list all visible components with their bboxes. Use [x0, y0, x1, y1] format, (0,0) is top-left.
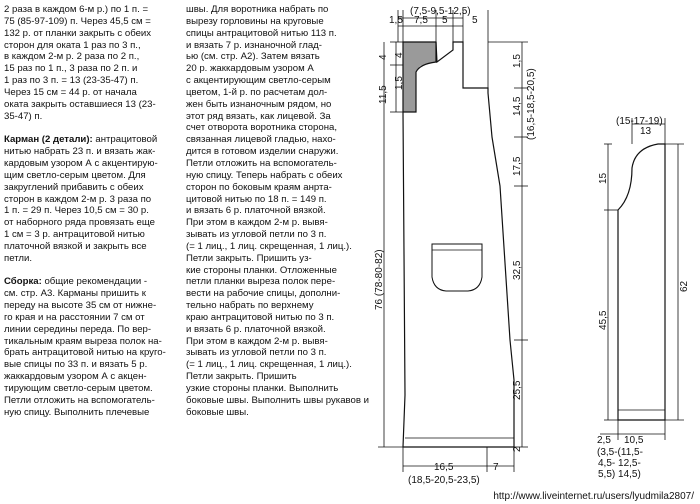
text-line: и вязать 6 р. платочной вязкой.: [186, 205, 326, 217]
dim-label: 13: [640, 126, 652, 137]
dim-label-top-range: (15-17-19): [616, 116, 663, 127]
text-line: с акцентирующим светло-серым: [186, 75, 331, 87]
dim-label: (3,5-(11,5-: [597, 447, 643, 458]
text-line: вые спицы по 33 п. и вязать 5 р.: [4, 359, 148, 371]
text-line: ную спицу. Теперь набрать с обеих: [186, 169, 343, 181]
dim-label: 5: [442, 15, 448, 26]
text-line: в каждом 2-м р. 2 раза по 2 п.,: [4, 51, 140, 63]
dim-label: 62: [679, 280, 690, 292]
dim-label: 16,5: [434, 462, 454, 473]
collar-shading: [403, 42, 436, 112]
text-line: счет отворота воротника сторона,: [186, 122, 337, 134]
text-line: ью (см. стр. А2). Затем вязать: [186, 51, 320, 63]
dim-label: 4,5- 12,5-: [598, 458, 641, 469]
dim-label: 32,5: [512, 260, 523, 280]
text-line: спицы антрацитовой нитью 113 п.: [186, 27, 337, 39]
text-line: краю антрацитовой нитью по 3 п.: [186, 311, 335, 323]
dim-label: (18,5-20,5-23,5): [408, 475, 480, 486]
pocket-section: [4, 134, 176, 146]
text-line: вести на рабочие спицы, дополни-: [186, 288, 341, 300]
text-line: вырезу горловины на круговые: [186, 15, 324, 27]
dim-label: 2: [512, 446, 523, 452]
text-line: (= 1 лиц., 1 лиц. скрещенная, 1 лиц.).: [186, 240, 352, 252]
text-line: закруглений прибавить с обеих: [4, 181, 144, 193]
assembly-heading: Сборка:: [4, 276, 42, 288]
text-line: 75 (85-97-109) п. Через 45,5 см =: [4, 15, 151, 27]
text-line: щим светло-серым цветом. Для: [4, 169, 146, 181]
sleeve-pattern-diagram: [560, 0, 700, 504]
text-line: го края и на расстоянии 7 см от: [4, 311, 145, 323]
text-line: (= 1 лиц., 1 лиц. скрещенная, 1 лиц.).: [186, 359, 352, 371]
text-line: узкие стороны планки. Выполнить: [186, 383, 339, 394]
dim-label: 45,5: [598, 310, 609, 330]
text-line: оката закрыть оставшиеся 13 (23-: [4, 98, 156, 110]
text-line: связанная лицевой гладью, нахо-: [186, 134, 336, 146]
source-url: http://www.liveinternet.ru/users/lyudmila2807/: [493, 491, 694, 502]
text-column-1: [4, 4, 176, 419]
text-line: кардовым узором А с акцентирую-: [4, 157, 158, 169]
dim-label: 1,5: [394, 76, 405, 90]
text-line: цитовой нитью по 18 п. = 149 п.: [186, 193, 327, 205]
text-line: дится в готовом изделии снаружи.: [186, 146, 339, 158]
text-line: 15 раз по 1 п., 3 раза по 2 п. и: [4, 63, 138, 75]
text-line: сторон в каждом 2-м р. 3 раза по: [4, 193, 152, 205]
dim-label: 25,5: [512, 380, 523, 400]
dim-label: 5: [472, 15, 478, 26]
dim-label: 4: [378, 54, 389, 60]
text-line: 2 раза в каждом 6-м р.) по 1 п. =: [4, 4, 149, 15]
text-line: общие рекомендации -: [41, 276, 148, 288]
dim-label: 76 (78-80-82): [374, 249, 385, 310]
text-line: зывать из угловой петли по 3 п.: [186, 229, 327, 241]
text-line: петли планки выреза полок пере-: [186, 276, 336, 288]
text-line: жаккардовым узором А с акцен-: [4, 371, 147, 383]
text-line: 132 р. от планки закрыть с обеих: [4, 27, 152, 39]
text-line: и вязать 7 р. изнаночной глад-: [186, 39, 322, 51]
text-line: этот ряд вязать, как лицевой. За: [186, 110, 331, 122]
text-line: При этом в каждом 2-м р. вывя-: [186, 217, 328, 229]
text-line: швы. Для воротника набрать по: [186, 4, 329, 15]
text-line: боковые швы. Выполнить швы рукавов и: [186, 394, 369, 406]
text-line: 1 п. = 29 п. Через 10,5 см = 30 р.: [4, 205, 149, 217]
text-line: Петли закрыть. Пришить: [186, 371, 297, 383]
dim-label-top-range: (7,5-9,5-12,5): [410, 6, 471, 17]
text-column-2: [186, 4, 369, 419]
dim-label: 4: [394, 52, 405, 58]
dim-label: 7,5: [414, 15, 428, 26]
dim-label: 1,5: [389, 15, 403, 26]
text-line: тикальным краям выреза полок на-: [4, 335, 162, 347]
text-line: Через 15 см = 44 р. от начала: [4, 86, 137, 98]
text-line: зывать из угловой петли по 3 п.: [186, 347, 327, 359]
text-line: петли.: [4, 252, 33, 264]
text-line: брать антрацитовой нитью на круго-: [4, 347, 166, 359]
dim-label: (16,5-18,5-20,5): [526, 68, 537, 140]
dim-label: 1,5: [512, 54, 523, 68]
dim-label: 17,5: [512, 156, 523, 176]
text-line: нитью набрать 23 п. и вязать жак-: [4, 146, 156, 158]
text-line: сторон для оката 1 раз по 3 п.,: [4, 39, 141, 51]
text-line: тельно набрать по верхнему: [186, 300, 314, 312]
dim-label: 11,5: [378, 85, 389, 104]
dim-label: 14,5: [512, 96, 523, 116]
text-line: Петли отложить на вспомогатель-: [4, 394, 155, 406]
text-line: от наборного ряда провязать еще: [4, 217, 156, 229]
pocket-outline: [432, 244, 482, 291]
dim-label: 2,5: [597, 435, 611, 446]
body-pattern-diagram: [362, 0, 550, 504]
text-line: ную спицу. Выполнить плечевые: [4, 406, 150, 418]
text-line: 20 р. жаккардовым узором А: [186, 63, 314, 75]
text-line: При этом в каждом 2-м р. вывя-: [186, 335, 328, 347]
text-line: антрацитовой: [92, 134, 158, 146]
assembly-section: [4, 276, 176, 288]
text-line: цветом, 1-й р. по расчетам дол-: [186, 86, 328, 98]
text-line: Петли отложить на вспомогатель-: [186, 157, 337, 169]
text-line: тирующим светло-серым цветом.: [4, 383, 153, 394]
text-line: жен быть изнаночным рядом, но: [186, 98, 332, 110]
dim-label: 10,5: [624, 435, 644, 446]
text-line: кие стороны планки. Отложенные: [186, 264, 337, 276]
text-line: Петли закрыть. Пришить уз-: [186, 252, 312, 264]
text-line: сторон по боковым краям анрта-: [186, 181, 332, 193]
text-line: линии середины переда. По вер-: [4, 323, 152, 335]
dim-label: 5,5) 14,5): [598, 469, 641, 480]
text-line: 1 см = 3 р. антрацитовой нитью: [4, 229, 145, 241]
text-line: боковые швы.: [186, 406, 249, 418]
text-line: 35-47) п.: [4, 110, 43, 122]
pocket-heading: Карман (2 детали):: [4, 134, 93, 146]
dim-label: 7: [493, 462, 499, 473]
text-line: и вязать 6 р. платочной вязкой.: [186, 323, 326, 335]
text-line: 1 раз по 3 п. = 13 (23-35-47) п.: [4, 75, 139, 87]
text-line: платочной вязкой и закрыть все: [4, 240, 147, 252]
text-line: переду на высоте 35 см от нижне-: [4, 300, 157, 312]
text-line: см. стр. А3. Карманы пришить к: [4, 288, 146, 300]
dim-label: 15: [598, 172, 609, 184]
sleeve-outline: [618, 144, 665, 420]
